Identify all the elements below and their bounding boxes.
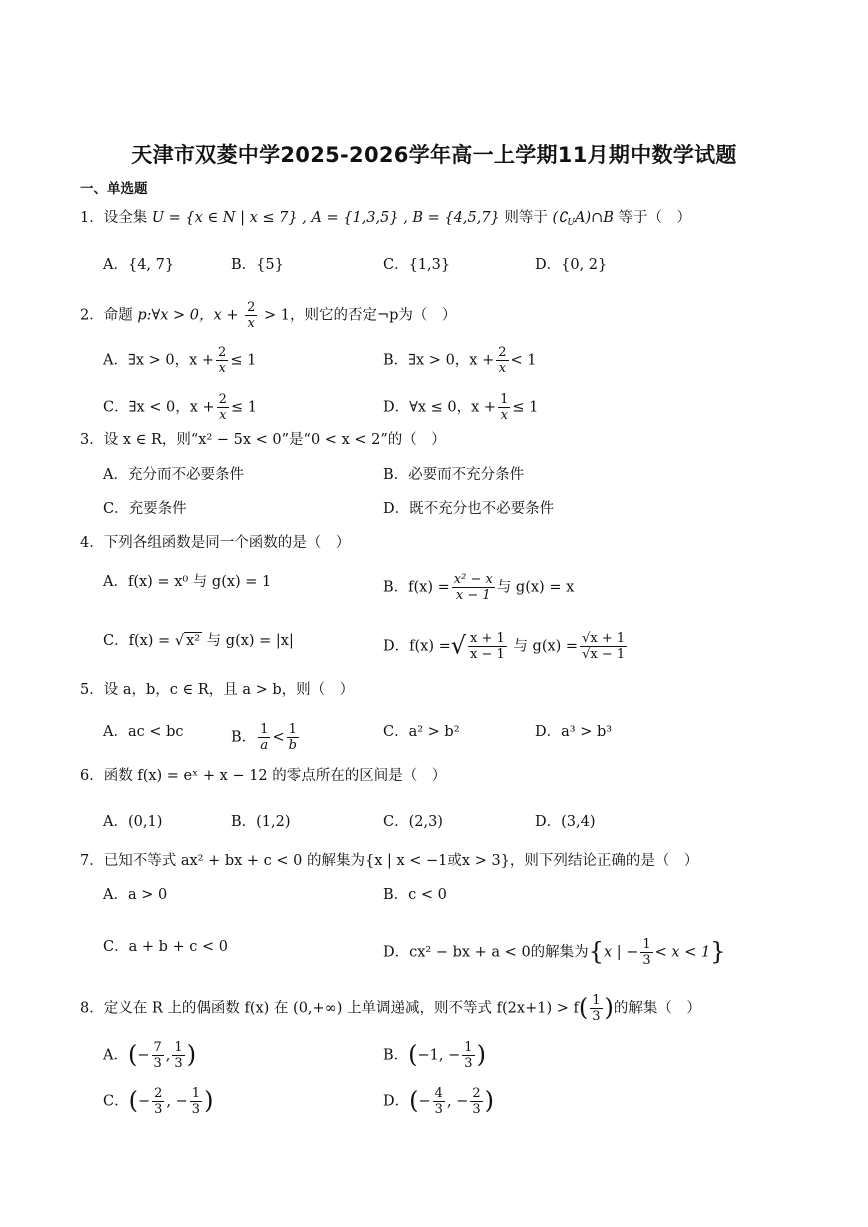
q8-option-d: D．(− $\frac{4}{3}$ , − $\frac{2}{3}$ ) xyxy=(383,1086,494,1117)
q6-option-d: D．(3,4) xyxy=(535,814,596,830)
q3-option-d: D．既不充分也不必要条件 xyxy=(383,501,555,517)
q1-option-a: A．{4, 7} xyxy=(103,257,175,273)
q1-option-d: D．{0, 2} xyxy=(535,257,608,273)
q8-option-c: C．(− $\frac{2}{3}$ , − $\frac{1}{3}$ ) xyxy=(103,1086,214,1117)
section-heading: 一、单选题 xyxy=(80,181,148,197)
question-5-stem: 5．设 a，b，c ∈ R，且 a > b，则（ ） xyxy=(80,682,355,698)
question-2-stem: 2．命题 p:∀x > 0，x + $\frac{2}{x}$ > 1，则它的否定¬p为（ ） xyxy=(80,300,457,331)
q1-option-c: C．{1,3} xyxy=(383,257,451,273)
q2-option-d: D．∀x ≤ 0，x + $\frac{1}{x}$ ≤ 1 xyxy=(383,392,539,423)
q1-complement: $(∁_UA)\cap B$ xyxy=(552,210,614,228)
q1-text-2: 则等于 xyxy=(504,210,548,226)
q7-option-c: C．a + b + c < 0 xyxy=(103,939,228,955)
q7-option-d: D．cx² − bx + a < 0的解集为{x | − $\frac{1}{3}$ < x < 1} xyxy=(383,937,726,968)
q1-sets: U = {x ∈ N | x ≤ 7} , A = {1,3,5} , B = {4,5,7} xyxy=(151,210,500,226)
q6-option-b: B．(1,2) xyxy=(231,814,291,830)
q6-option-c: C．(2,3) xyxy=(383,814,443,830)
q2-option-a: A．∃x > 0，x + $\frac{2}{x}$ ≤ 1 xyxy=(103,345,257,376)
q1-text-3: 等于（ ） xyxy=(618,210,692,226)
q4-option-a: A．f(x) = x⁰ 与 g(x) = 1 xyxy=(103,574,272,590)
question-8-stem: 8．定义在 R 上的偶函数 f(x) 在 (0,+∞) 上单调递减，则不等式 f(2x+1) > f( $\frac{1}{3}$ )的解集（ ） xyxy=(80,993,701,1024)
q7-option-a: A．a > 0 xyxy=(103,887,168,903)
q1-text: 1．设全集 xyxy=(80,210,148,226)
q4-option-d: D．f(x) =√ $\frac{x + 1}{x - 1}$ 与 g(x) = $\frac{√x + 1}{√x - 1}$ xyxy=(383,631,626,662)
q4-option-c: C．f(x) = √ x² 与 g(x) = |x| xyxy=(103,633,294,649)
q5-option-d: D．a³ > b³ xyxy=(535,724,613,740)
question-4-stem: 4．下列各组函数是同一个函数的是（ ） xyxy=(80,535,351,551)
page-title: 天津市双菱中学2025-2026学年高一上学期11月期中数学试题 xyxy=(131,143,737,167)
question-6-stem: 6．函数 f(x) = eˣ + x − 12 的零点所在的区间是（ ） xyxy=(80,768,447,784)
q5-option-c: C．a² > b² xyxy=(383,724,460,740)
q2-option-b: B．∃x > 0，x + $\frac{2}{x}$ < 1 xyxy=(383,345,537,376)
q8-option-a: A．(− $\frac{7}{3}$ , $\frac{1}{3}$ ) xyxy=(103,1040,197,1071)
fraction: $\frac{2}{x}$ xyxy=(247,300,256,331)
question-3-stem: 3．设 x ∈ R，则“x² − 5x < 0”是“0 < x < 2”的（ ） xyxy=(80,432,446,448)
question-1-stem xyxy=(80,208,691,228)
q5-option-a: A．ac < bc xyxy=(103,724,184,740)
q7-option-b: B．c < 0 xyxy=(383,887,447,903)
q8-option-b: B．(−1, − $\frac{1}{3}$ ) xyxy=(383,1040,486,1071)
q3-option-b: B．必要而不充分条件 xyxy=(383,467,525,483)
q2-option-c: C．∃x < 0，x + $\frac{2}{x}$ ≤ 1 xyxy=(103,392,257,423)
q4-option-b: B．f(x) = $\frac{\text{x² − x}}{x - 1}$ 与 g(x) = x xyxy=(383,572,575,603)
q3-option-c: C．充要条件 xyxy=(103,501,187,517)
question-7-stem: 7．已知不等式 ax² + bx + c < 0 的解集为{x | x < −1或x > 3}，则下列结论正确的是（ ） xyxy=(80,853,699,869)
q1-option-b: B．{5} xyxy=(231,257,284,273)
q3-option-a: A．充分而不必要条件 xyxy=(103,467,244,483)
q6-option-a: A．(0,1) xyxy=(103,814,163,830)
q5-option-b: B． $\frac{1}{a}$ < $\frac{1}{b}$ xyxy=(231,722,297,753)
